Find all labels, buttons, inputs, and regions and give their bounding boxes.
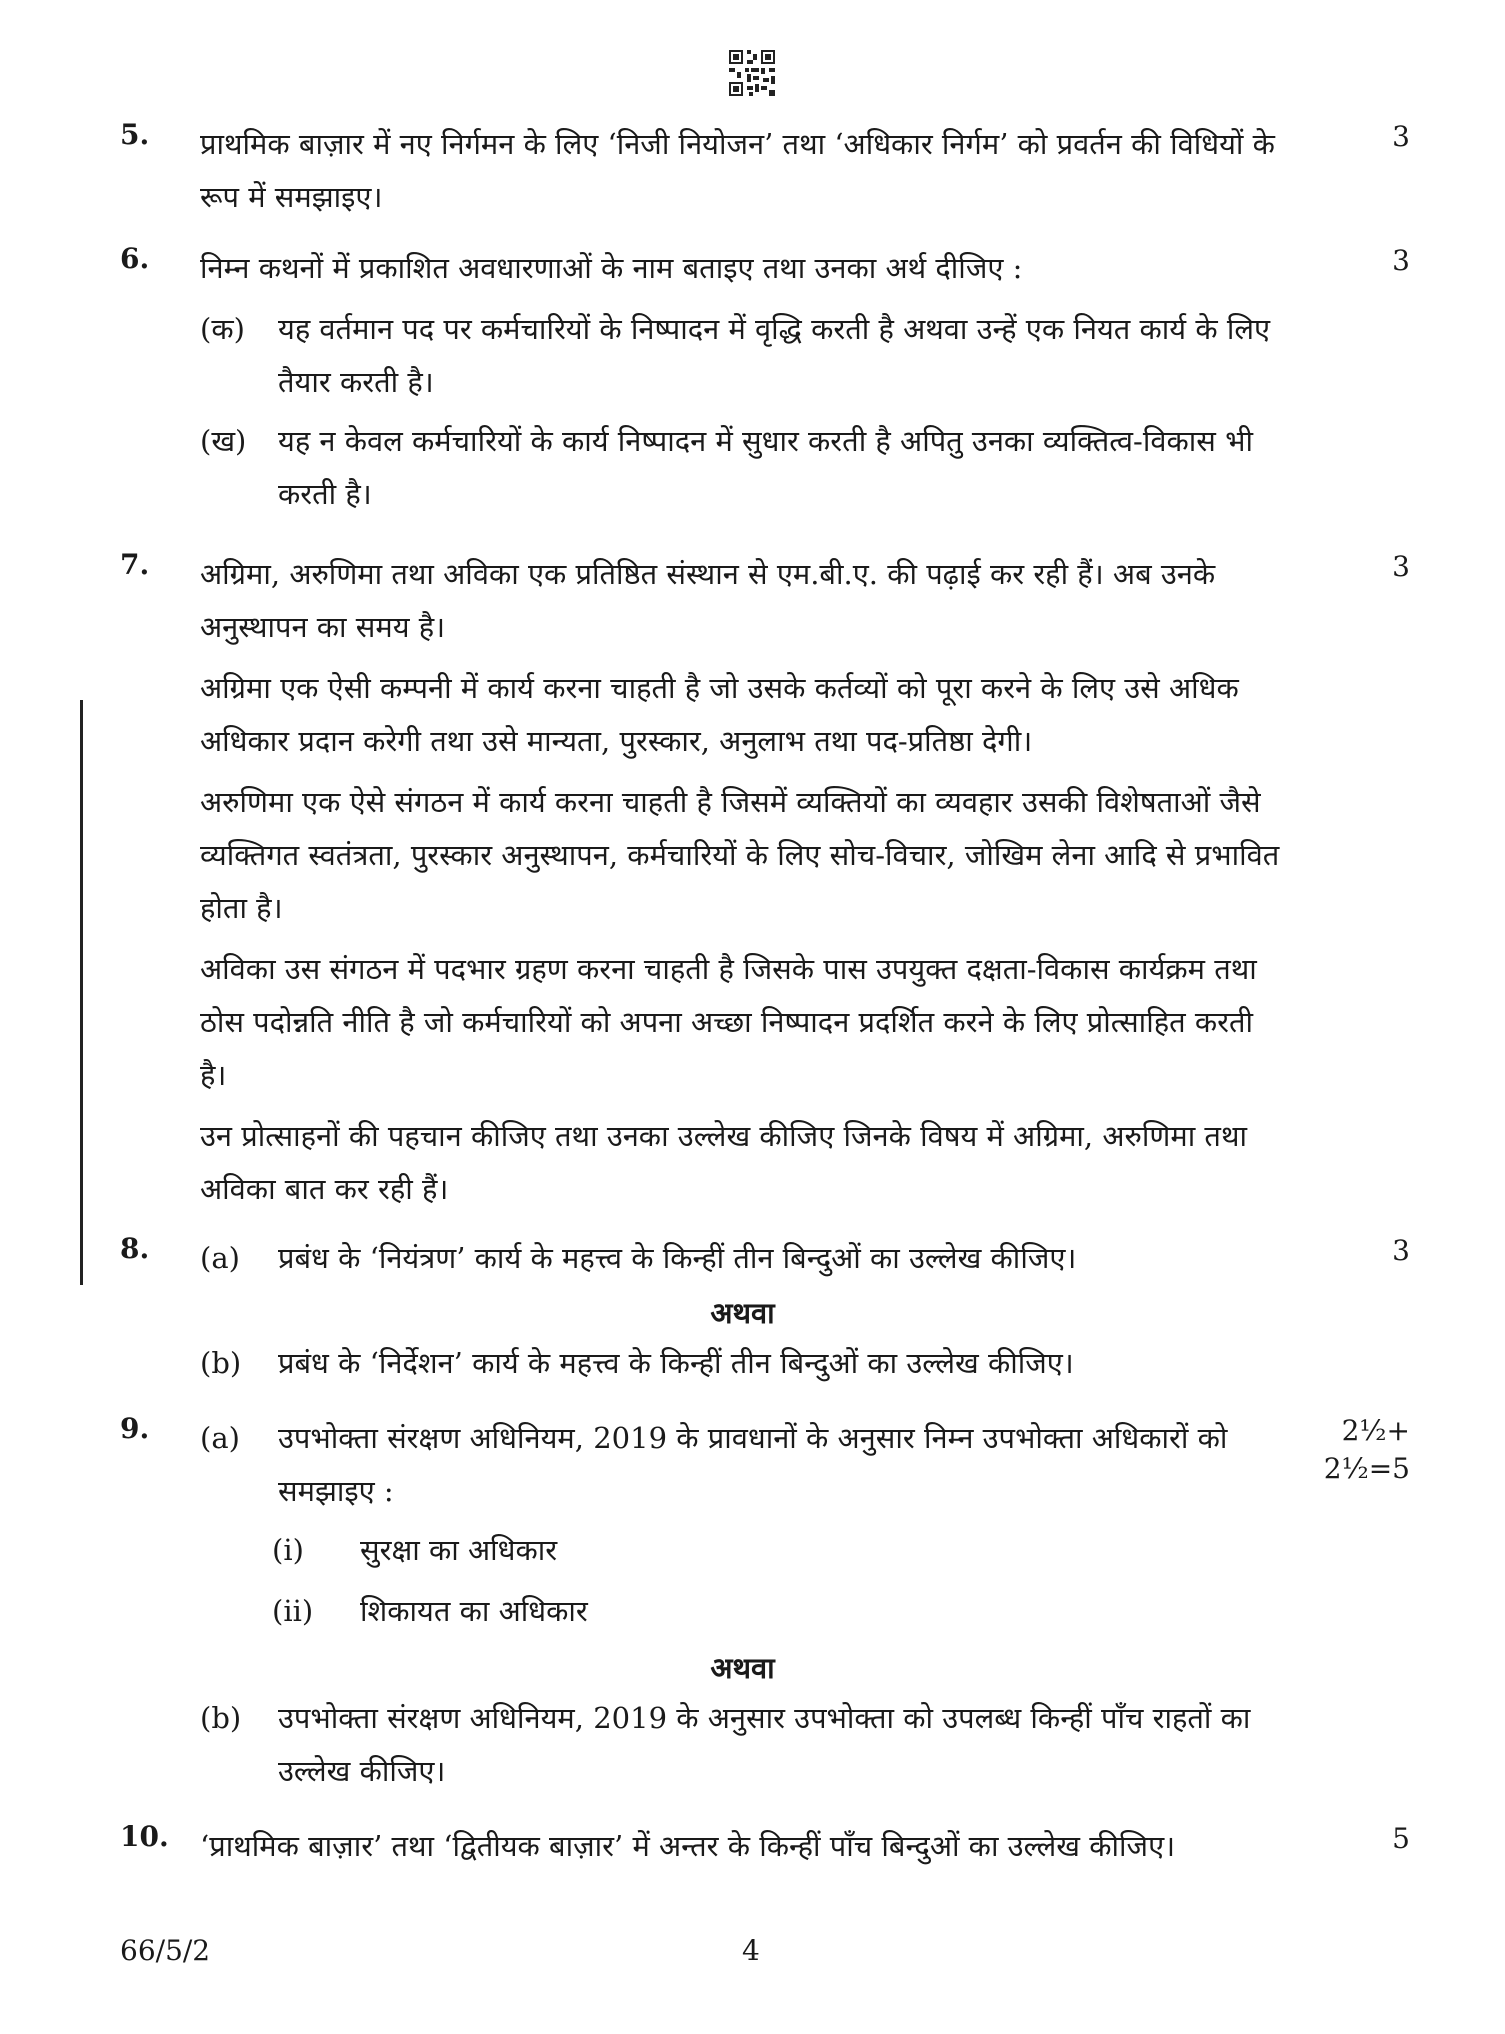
page-number: 4 [742, 1934, 760, 1967]
question-number: 5. [120, 118, 150, 151]
question-body [200, 1232, 1285, 1396]
list-item [200, 1585, 1285, 1638]
question-paragraph: अविका उस संगठन में पदभार ग्रहण करना चाहती है जिसके पास उपयुक्त दक्षता-विकास कार्यक्रम तथा ठोस पदोन्नति नीति है जो कर्मचारियों को अपना अच्छा निष्पादन प्रदर्शित करने के लिए प्रोत्साहित करती है। [200, 952, 1257, 1092]
list-item-label: (ii) [272, 1594, 314, 1628]
question-number: 6. [120, 242, 150, 275]
list-item [200, 1524, 1285, 1577]
question-marks [1324, 1412, 1410, 1488]
question-number: 7. [120, 548, 150, 581]
question-marks: 3 [1392, 244, 1410, 277]
list-item-text: सुरक्षा का अधिकार [360, 1533, 558, 1567]
question-marks: 3 [1392, 1234, 1410, 1267]
sub-part-text: यह वर्तमान पद पर कर्मचारियों के निष्पादन में वृद्धि करती है अथवा उन्हें एक नियत कार्य के लिए तैयार करती है। [278, 312, 1271, 399]
marks-line: 2½+ [1341, 1414, 1410, 1447]
sub-part [200, 415, 1285, 521]
question-number: 10. [120, 1820, 169, 1853]
or-separator: अथवा [710, 1296, 775, 1330]
sub-part-text: यह न केवल कर्मचारियों के कार्य निष्पादन में सुधार करती है अपितु उनका व्यक्तित्व-विकास भी करती है। [278, 424, 1253, 511]
question-marks: 5 [1392, 1822, 1410, 1855]
sub-part-label: (ख) [200, 424, 247, 458]
question-marks: 3 [1392, 550, 1410, 583]
part-a [200, 1412, 1285, 1518]
question-paragraph: अग्रिमा एक ऐसी कम्पनी में कार्य करना चाहती है जो उसके कर्तव्यों को पूरा करने के लिए उसे अधिक अधिकार प्रदान करेगी तथा उसे मान्यता, पुरस्कार, अनुलाभ तथा पद-प्रतिष्ठा देगी। [200, 671, 1239, 758]
part-text: उपभोक्ता संरक्षण अधिनियम, 2019 के अनुसार उपभोक्ता को उपलब्ध किन्हीं पाँच राहतों का उल्लेख कीजिए। [278, 1701, 1251, 1788]
question-number: 9. [120, 1412, 150, 1445]
question-body [200, 548, 1285, 1224]
part-label: (a) [200, 1241, 240, 1275]
qr-code-icon [727, 48, 777, 98]
part-text: प्रबंध के ‘निर्देशन’ कार्य के महत्त्व के किन्हीं तीन बिन्दुओं का उल्लेख कीजिए। [278, 1346, 1074, 1380]
part-a [200, 1232, 1285, 1285]
question-number: 8. [120, 1232, 150, 1265]
margin-revision-line [80, 700, 83, 1285]
part-b [200, 1692, 1285, 1798]
part-label: (a) [200, 1421, 240, 1455]
list-item-label: (i) [272, 1533, 304, 1567]
part-text: प्रबंध के ‘नियंत्रण’ कार्य के महत्त्व के किन्हीं तीन बिन्दुओं का उल्लेख कीजिए। [278, 1241, 1077, 1275]
question-marks: 3 [1392, 120, 1410, 153]
question-text: ‘प्राथमिक बाज़ार’ तथा ‘द्वितीयक बाज़ार’ में अन्तर के किन्हीं पाँच बिन्दुओं का उल्लेख कीजिए। [200, 1829, 1176, 1863]
question-text: प्राथमिक बाज़ार में नए निर्गमन के लिए ‘निजी नियोजन’ तथा ‘अधिकार निर्गम’ को प्रवर्तन की विधियों के रूप में समझाइए। [200, 127, 1275, 214]
list-item-text: शिकायत का अधिकार [360, 1594, 588, 1628]
question-body [200, 242, 1285, 527]
part-label: (b) [200, 1346, 242, 1380]
part-label: (b) [200, 1701, 242, 1735]
question-paragraph: उन प्रोत्साहनों की पहचान कीजिए तथा उनका उल्लेख कीजिए जिनके विषय में अग्रिमा, अरुणिमा तथा अविका बात कर रही हैं। [200, 1119, 1247, 1206]
question-paragraph: अरुणिमा एक ऐसे संगठन में कार्य करना चाहती है जिसमें व्यक्तियों का व्यवहार उसकी विशेषताओं जैसे व्यक्तिगत स्वतंत्रता, पुरस्कार अनुस्थापन, कर्मचारियों के लिए सोच-विचार, जोखिम लेना आदि से प्रभावित होता है। [200, 785, 1280, 925]
part-text: उपभोक्ता संरक्षण अधिनियम, 2019 के प्रावधानों के अनुसार निम्न उपभोक्ता अधिकारों को समझाइए : [278, 1421, 1228, 1508]
question-paragraph: अग्रिमा, अरुणिमा तथा अविका एक प्रतिष्ठित संस्थान से एम.बी.ए. की पढ़ाई कर रही हैं। अब उनके अनुस्थापन का समय है। [200, 557, 1216, 644]
or-separator: अथवा [710, 1651, 775, 1685]
sub-part [200, 303, 1285, 409]
paper-code: 66/5/2 [120, 1934, 211, 1967]
sub-part-label: (क) [200, 312, 245, 346]
question-body [200, 1412, 1285, 1804]
marks-line: 2½=5 [1323, 1452, 1410, 1485]
question-text: निम्न कथनों में प्रकाशित अवधारणाओं के नाम बताइए तथा उनका अर्थ दीजिए : [200, 251, 1023, 285]
part-b [200, 1337, 1285, 1390]
